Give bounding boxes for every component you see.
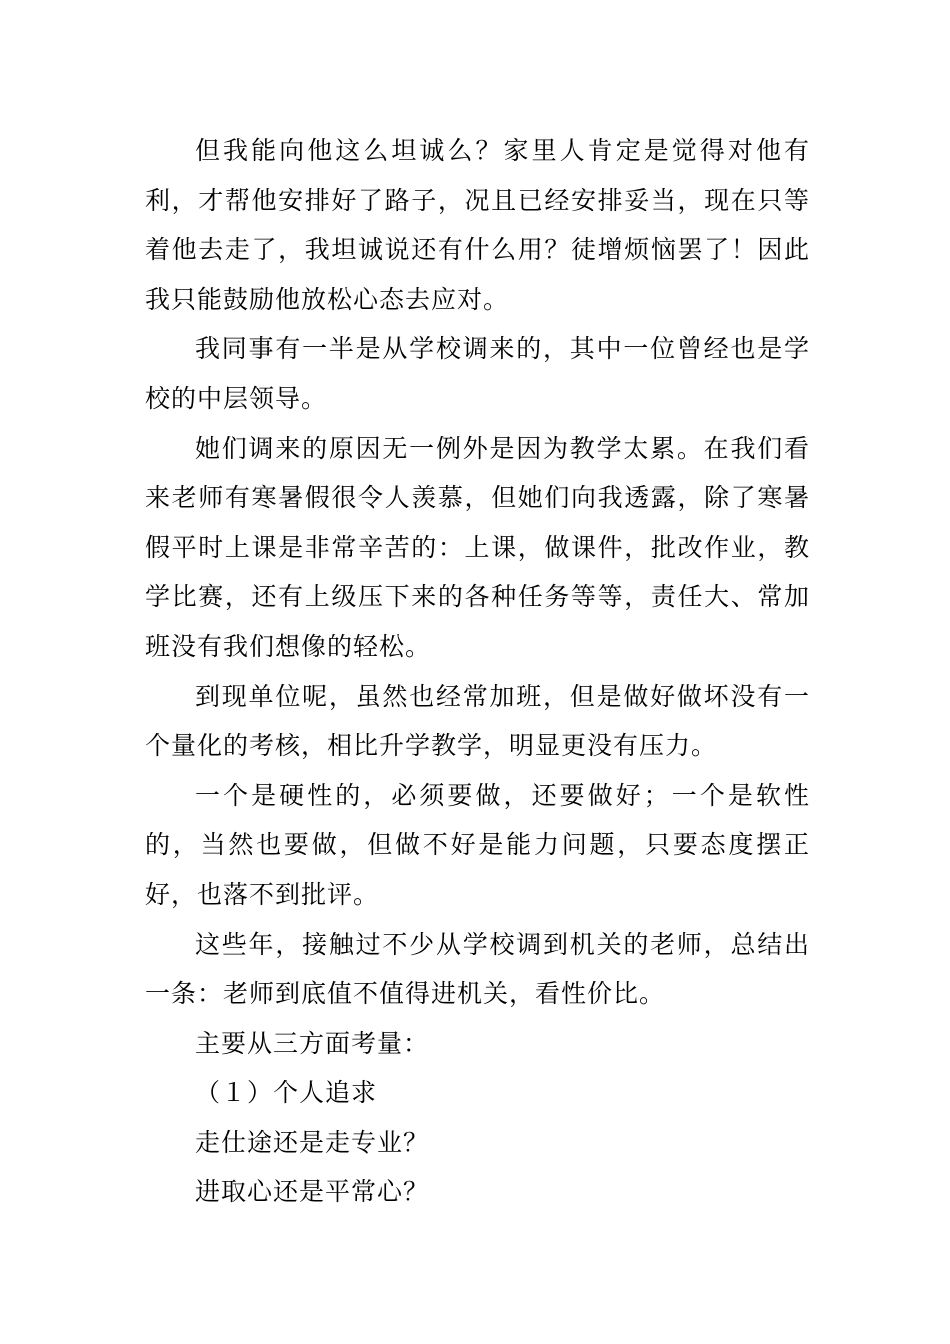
paragraph-5: 一个是硬性的，必须要做，还要做好；一个是软性的，当然也要做，但做不好是能力问题，只要态度摆正好，也落不到批评。 [145,780,810,909]
paragraph-6: 这些年，接触过不少从学校调到机关的老师，总结出一条：老师到底值不值得进机关，看性价比。 [145,929,810,1009]
paragraph-9: 走仕途还是走专业？ [195,1127,430,1157]
paragraph-1: 但我能向他这么坦诚么？家里人肯定是觉得对他有利，才帮他安排好了路子，况且已经安排妥当，现在只等着他去走了，我坦诚说还有什么用？徒增烦恼罢了！因此我只能鼓励他放松心态去应对。 [145,136,810,314]
paragraph-7: 主要从三方面考量： [195,1028,430,1058]
paragraph-2: 我同事有一半是从学校调来的，其中一位曾经也是学校的中层领导。 [145,334,810,413]
paragraph-8: （１）个人追求 [195,1078,378,1108]
paragraph-10: 进取心还是平常心？ [195,1177,430,1207]
document-body [145,126,810,1217]
paragraph-3: 她们调来的原因无一例外是因为教学太累。在我们看来老师有寒暑假很令人羡慕，但她们向我透露，除了寒暑假平时上课是非常辛苦的：上课，做课件，批改作业，教学比赛，还有上级压下来的各种任务等等，责任大、常加班没有我们想像的轻松。 [145,433,810,661]
paragraph-4: 到现单位呢，虽然也经常加班，但是做好做坏没有一个量化的考核，相比升学教学，明显更没有压力。 [145,681,810,761]
